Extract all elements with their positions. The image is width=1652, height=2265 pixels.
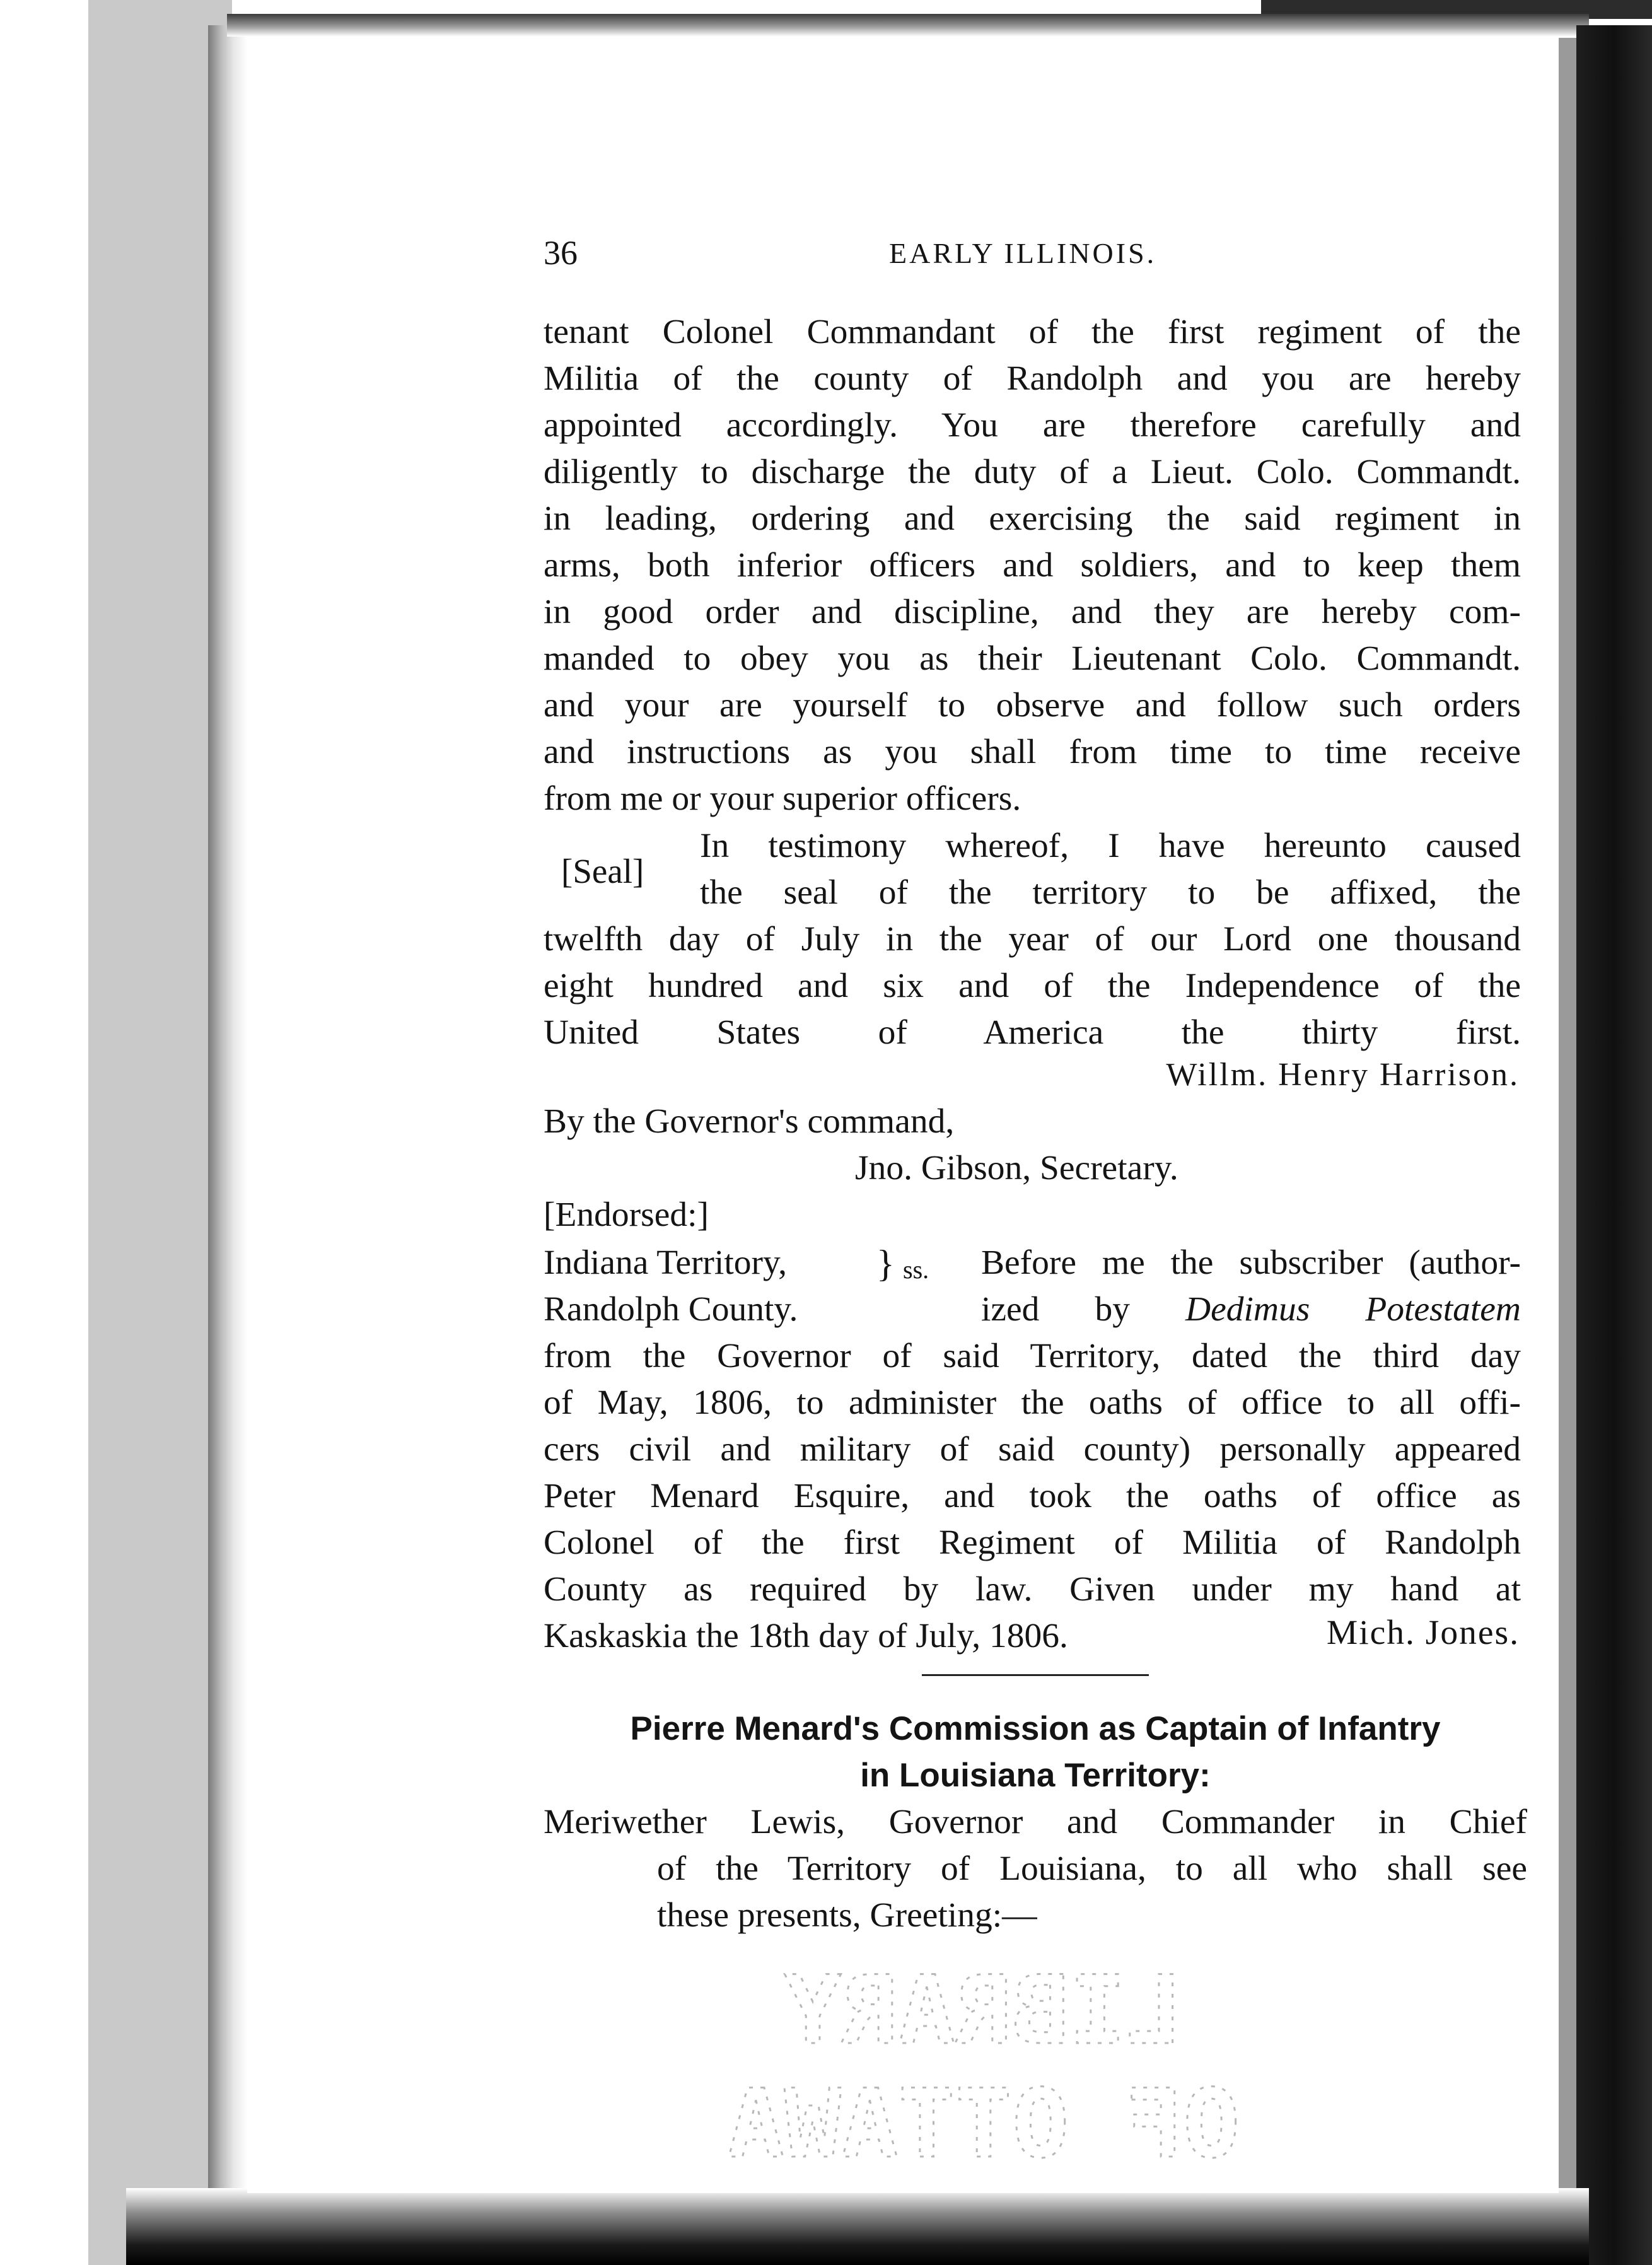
- text-line: ized by Dedimus Potestatem: [981, 1290, 1521, 1329]
- text-line: eight hundred and six and of the Independence of the: [544, 967, 1521, 1005]
- venue-county: Randolph County.: [544, 1290, 798, 1329]
- text-line: and instructions as you shall from time to time receive: [544, 733, 1521, 771]
- heading-line: Pierre Menard's Commission as Captain of Infantry: [630, 1710, 1441, 1747]
- text-line: diligently to discharge the duty of a Lieut. Colo. Commandt.: [544, 453, 1521, 491]
- text-line: and your are yourself to observe and follow such orders: [544, 686, 1521, 725]
- page-top-shadow: [227, 14, 1589, 37]
- library-perforation-stamp: [605, 1948, 1362, 2175]
- text-line: County as required by law. Given under my hand at: [544, 1570, 1521, 1609]
- scan-right-edge: [1576, 25, 1652, 2265]
- by-command-line: By the Governor's command,: [544, 1102, 955, 1141]
- before-me-clause: [981, 1240, 1521, 1333]
- page-number: 36: [544, 234, 578, 272]
- oath-record: [544, 1333, 1521, 1660]
- venue-territory: Indiana Territory,: [544, 1243, 788, 1282]
- page-edge: [208, 25, 247, 2220]
- ss-abbrev: ss.: [903, 1255, 929, 1284]
- seal-label: [Seal]: [561, 852, 644, 890]
- text-line: twelfth day of July in the year of our Lord one thousand: [544, 920, 1521, 958]
- venue-brace: }: [876, 1243, 895, 1284]
- text-line: arms, both inferior officers and soldiers, and to keep them: [544, 546, 1521, 585]
- text-line: Kaskaskia the 18th day of July, 1806.: [544, 1617, 1068, 1655]
- heading-line: in Louisiana Territory:: [860, 1757, 1211, 1794]
- text-line: in good order and discipline, and they are hereby com-: [544, 593, 1521, 631]
- commission-body: [544, 309, 1521, 822]
- text-line: Meriwether Lewis, Governor and Commander in Chief: [544, 1803, 1527, 1841]
- text-line: of the Territory of Louisiana, to all who shall see: [657, 1849, 1527, 1888]
- text-line: the seal of the territory to be affixed, the: [700, 873, 1521, 912]
- section-heading: [544, 1706, 1527, 1799]
- text-line: appointed accordingly. You are therefore carefully and: [544, 406, 1521, 445]
- stamp-line: OF OTTAWA: [727, 2070, 1240, 2175]
- venue-block: [544, 1240, 798, 1333]
- text-line: Colonel of the first Regiment of Militia of Randolph: [544, 1523, 1521, 1562]
- scan-margin-left: [0, 0, 88, 2265]
- text-line: of May, 1806, to administer the oaths of office to all offi-: [544, 1383, 1521, 1422]
- text-line: from the Governor of said Territory, dated the third day: [544, 1337, 1521, 1375]
- text-line: in leading, ordering and exercising the said regiment in: [544, 499, 1521, 538]
- text-line: Militia of the county of Randolph and you are hereby: [544, 359, 1521, 398]
- text-line: Peter Menard Esquire, and took the oaths of office as: [544, 1477, 1521, 1515]
- governor-signature: Willm. Henry Harrison.: [1166, 1057, 1520, 1093]
- justice-signature: Mich. Jones.: [1326, 1614, 1520, 1652]
- text-line: Before me the subscriber (author-: [981, 1243, 1521, 1282]
- text-line: from me or your superior officers.: [544, 779, 1021, 818]
- text-line: cers civil and military of said county) personally appeared: [544, 1430, 1521, 1469]
- running-head: EARLY ILLINOIS.: [889, 237, 1157, 269]
- testimony-continuation: [544, 916, 1521, 1056]
- section-divider: [922, 1674, 1149, 1676]
- text-line: United States of America the thirty first.: [544, 1013, 1521, 1052]
- text-line: manded to obey you as their Lieutenant Colo. Commandt.: [544, 639, 1521, 678]
- text-line: In testimony whereof, I have hereunto caused: [700, 827, 1521, 865]
- endorsed-label: [Endorsed:]: [544, 1196, 709, 1234]
- testimony-clause: [700, 823, 1521, 916]
- secretary-signature: Jno. Gibson, Secretary.: [855, 1149, 1178, 1187]
- text-line: these presents, Greeting:—: [657, 1896, 1037, 1935]
- text-line: tenant Colonel Commandant of the first regiment of the: [544, 313, 1521, 351]
- scan-bottom-edge: [126, 2188, 1589, 2265]
- page-right-shadow: [1557, 38, 1576, 2232]
- commission-opening: [544, 1799, 1527, 1939]
- stamp-line: LIBRARY: [784, 1956, 1184, 2066]
- latin-phrase: Dedimus Potestatem: [1185, 1290, 1521, 1329]
